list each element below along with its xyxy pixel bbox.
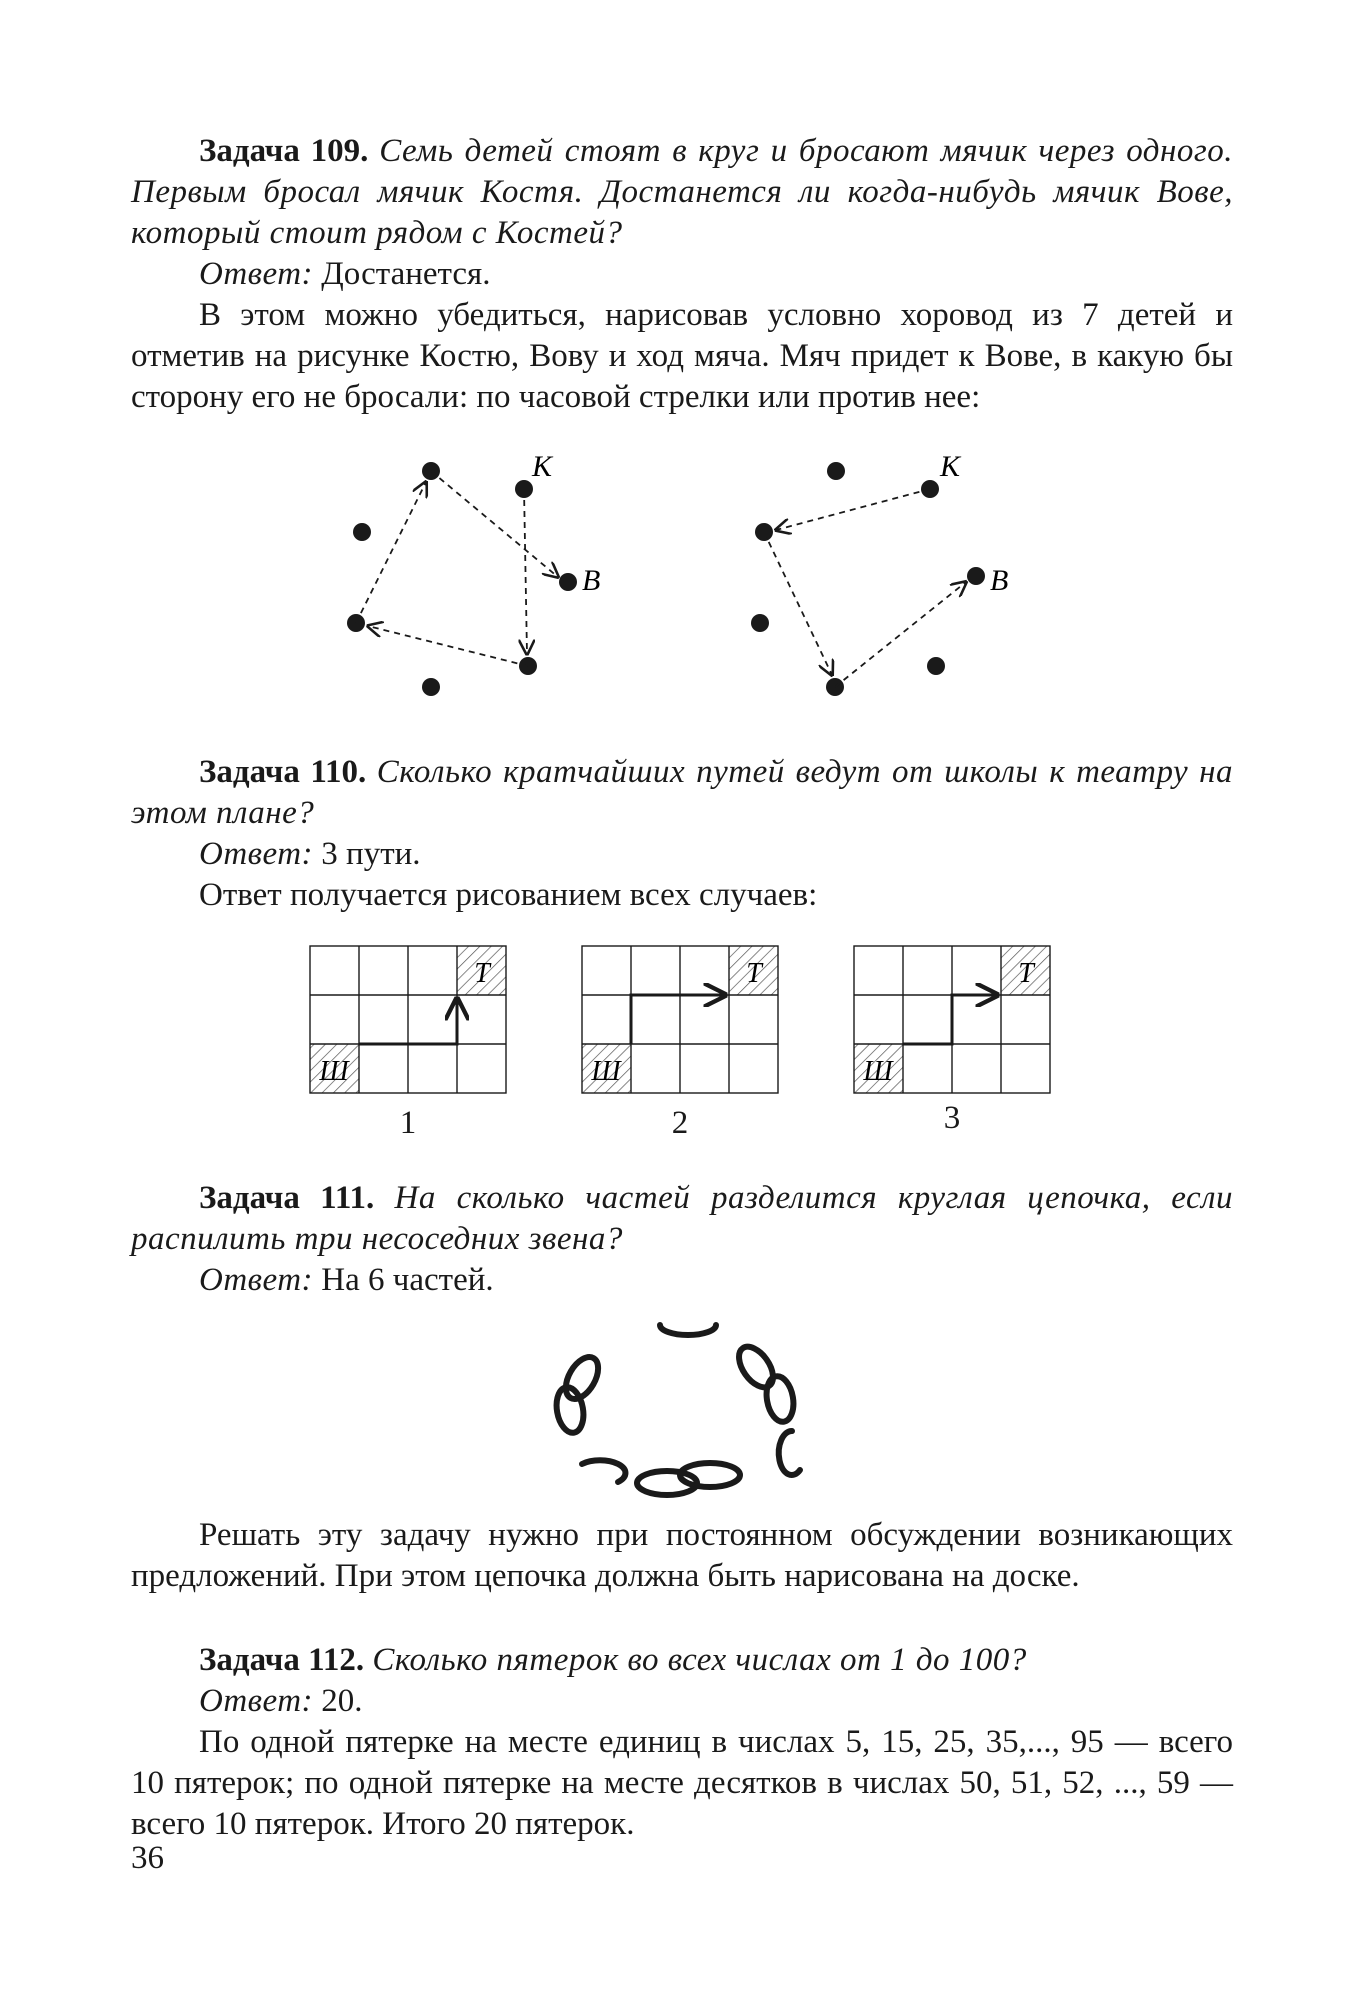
grid-1-label-sh: Ш	[319, 1056, 349, 1087]
problem-111	[131, 1178, 1233, 1301]
grid-caption-2: 2	[671, 1105, 689, 1141]
problem-112	[131, 1640, 1233, 1845]
grid-3	[854, 946, 1050, 1093]
problem-110	[131, 752, 1233, 916]
page-number: 36	[131, 1840, 164, 1876]
problem-109-answer-line	[131, 254, 1233, 295]
answer-label: Ответ:	[199, 1262, 314, 1298]
problem-110-answer-line	[131, 834, 1233, 875]
grid-1	[310, 946, 506, 1093]
answer-label: Ответ:	[199, 1683, 314, 1719]
right-label-k: K	[940, 450, 961, 483]
grid-caption-3: 3	[943, 1100, 961, 1136]
grid-paths-figure	[300, 940, 1080, 1100]
chain-link	[553, 1385, 587, 1435]
problem-111-explanation: Решать эту задачу нужно при постоянном обсуждении возникающих предложений. При этом цепочка должна быть нарисована на доске.	[131, 1517, 1233, 1594]
problem-111-question: На сколько частей разделится круглая цепочка, если распилить три несоседних звена?	[131, 1180, 1233, 1257]
problem-109-heading: Задача 109.	[199, 133, 369, 169]
problem-111-explanation-block	[131, 1515, 1233, 1597]
problem-112-answer-line	[131, 1681, 1233, 1722]
circle-throw-diagram	[300, 440, 1060, 710]
grid-2	[582, 946, 778, 1093]
problem-109	[131, 131, 1233, 418]
left-circle-children	[347, 462, 577, 696]
problem-111-answer: На 6 частей.	[321, 1262, 494, 1298]
problem-112-answer: 20.	[321, 1683, 363, 1719]
grid-3-label-t: Т	[1018, 958, 1034, 989]
cut-chain-figure	[530, 1310, 830, 1510]
problem-112-statement	[131, 1640, 1233, 1681]
problem-109-statement	[131, 131, 1233, 254]
left-throw-arrows	[356, 471, 558, 666]
problem-109-answer: Достанется.	[321, 256, 491, 292]
answer-label: Ответ:	[199, 836, 314, 872]
grid-caption-1: 1	[399, 1105, 417, 1141]
grid-3-label-sh: Ш	[863, 1056, 893, 1087]
right-label-b: B	[990, 564, 1009, 597]
chain-cut-link-top	[660, 1325, 716, 1335]
problem-111-statement	[131, 1178, 1233, 1260]
problem-111-answer-line	[131, 1260, 1233, 1301]
left-label-k: K	[532, 450, 553, 483]
problem-112-explanation: По одной пятерке на месте единиц в числах 5, 15, 25, 35,..., 95 — всего 10 пятерок; по одной пятерке на месте десятков в числах 50, 51, 52, ..., 59 — всего 10 пятерок. Итого 20 пятерок.	[131, 1724, 1233, 1842]
problem-111-heading: Задача 111.	[199, 1180, 375, 1216]
problem-110-answer: 3 пути.	[321, 836, 421, 872]
problem-112-question: Сколько пятерок во всех числах от 1 до 100?	[372, 1642, 1027, 1678]
chain-cut-link-right	[779, 1431, 800, 1475]
chain-cut-link-left	[582, 1460, 625, 1482]
problem-110-question: Сколько кратчайших путей ведут от школы к театру на этом плане?	[131, 754, 1233, 831]
problem-110-heading: Задача 110.	[199, 754, 367, 790]
right-circle-children	[751, 462, 985, 696]
problem-110-statement	[131, 752, 1233, 834]
left-label-b: B	[582, 564, 601, 597]
chain-link	[732, 1341, 780, 1394]
problem-109-question: Семь детей стоят в круг и бросают мячик через одного. Первым бросал мячик Костя. Достанется ли когда-нибудь мячик Вове, который стоит рядом с Костей?	[131, 133, 1233, 251]
problem-112-heading: Задача 112.	[199, 1642, 365, 1678]
grid-1-label-t: Т	[474, 958, 490, 989]
chain-link	[763, 1374, 797, 1424]
answer-label: Ответ:	[199, 256, 314, 292]
problem-110-explanation: Ответ получается рисованием всех случаев:	[199, 877, 818, 913]
problem-109-explanation: В этом можно убедиться, нарисовав условно хоровод из 7 детей и отметив на рисунке Костю, Вову и ход мяча. Мяч придет к Вове, в какую бы сторону его не бросали: по часовой стрелки или против нее:	[131, 297, 1233, 415]
grid-2-label-sh: Ш	[591, 1056, 621, 1087]
grid-2-label-t: Т	[746, 958, 762, 989]
